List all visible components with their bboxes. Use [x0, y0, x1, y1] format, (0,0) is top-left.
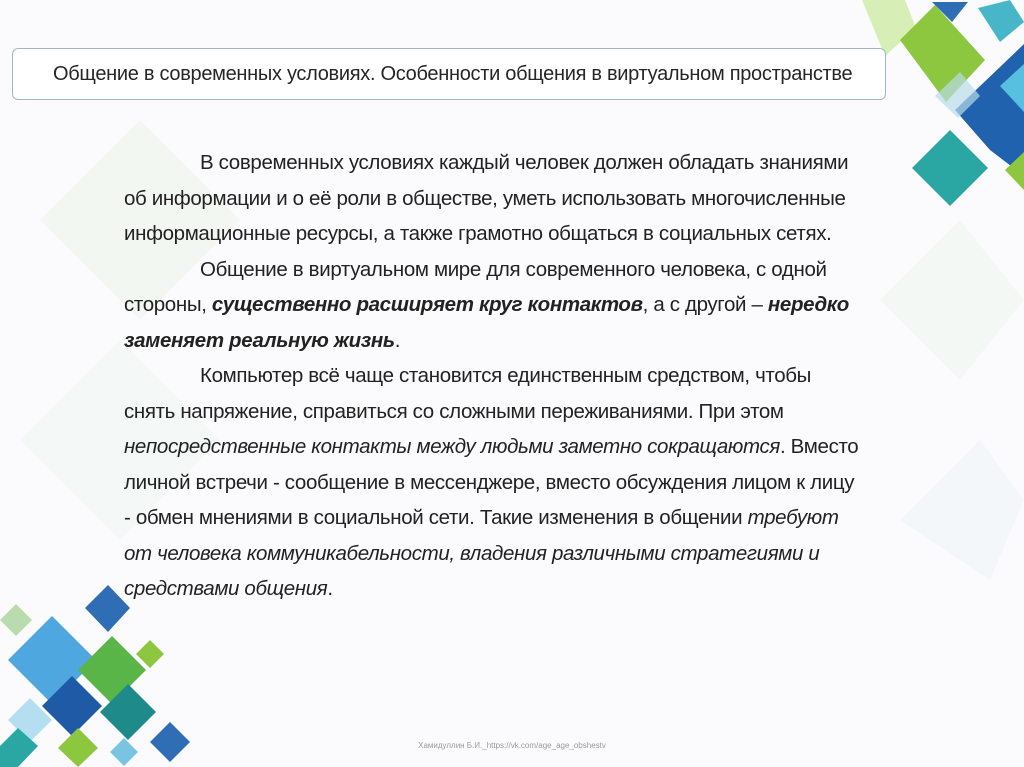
paragraph-2-text-1: Общение в виртуальном мире для современного человека, с одной стороны,: [124, 257, 827, 316]
paragraph-2-text-2: , а с другой –: [642, 293, 768, 316]
slide-body: [124, 145, 860, 607]
paragraph-2-text-3: .: [394, 328, 401, 352]
paragraph-3-text-2: . Вместо личной встречи - сообщение в мессенджере, вместо обсуждения лицом к лицу - обмен мнениями в социальной сети. Такие изменения в общении: [124, 435, 859, 529]
paragraph-3: [124, 358, 860, 607]
slide-title: Общение в современных условиях. Особенности общения в виртуальном пространстве: [53, 62, 853, 85]
emphasis-requires-sociability: требуют от человека коммуникабельности, владения различными стратегиями и средствами общения: [124, 506, 839, 600]
emphasis-replaces-real-life: нередко заменяет реальную жизнь: [124, 293, 849, 352]
paragraph-1-text: В современных условиях каждый человек должен обладать знаниями об информации и о её роли в обществе, уметь использовать многочисленные информационные ресурсы, а также грамотно общаться в социальных сетях.: [124, 151, 849, 245]
emphasis-expands-contacts: существенно расширяет круг контактов: [211, 293, 643, 316]
paragraph-3-text-1: Компьютер всё чаще становится единственным средством, чтобы снять напряжение, справиться со сложными переживаниями. При этом: [124, 364, 812, 423]
paragraph-2: [124, 252, 860, 359]
slide-footer-credit: Хамидуллин Б.И._https://vk.com/age_age_obshestv: [418, 741, 606, 750]
slide-title-box: [12, 48, 886, 100]
paragraph-1: [124, 145, 860, 252]
emphasis-direct-contacts-decrease: непосредственные контакты между людьми заметно сокращаются: [124, 435, 780, 458]
paragraph-3-text-3: .: [327, 577, 333, 600]
